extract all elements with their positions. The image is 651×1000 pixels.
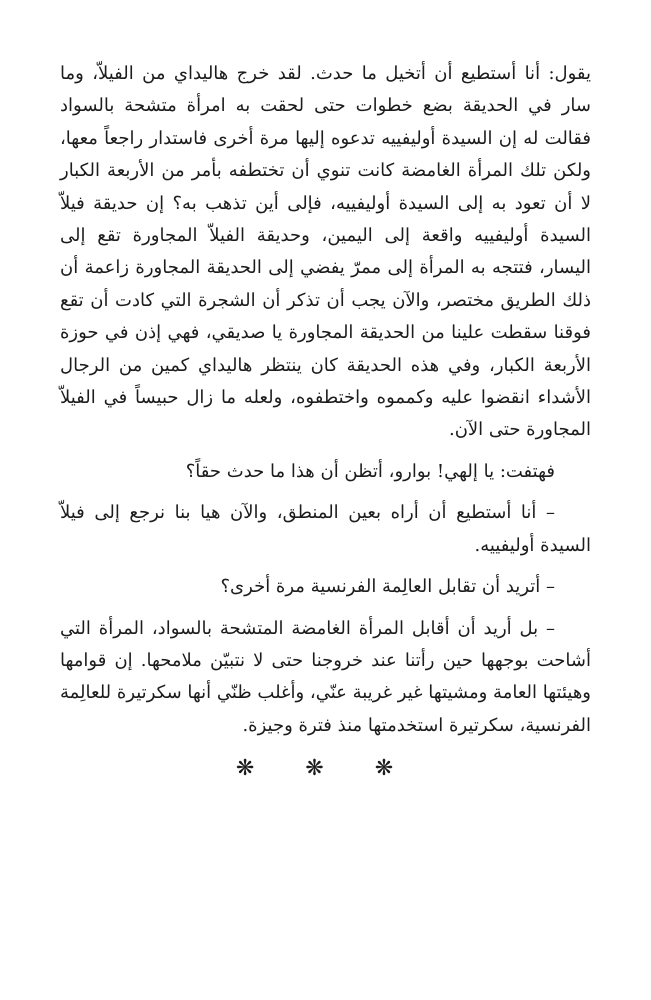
book-page [60, 58, 591, 980]
dialogue-paragraph: فهتفت: يا إلهي! بوارو، أتظن أن هذا ما حدث حقاً؟ [185, 460, 555, 482]
dialogue-paragraph: – أتريد أن تقابل العالِمة الفرنسية مرة أخرى؟ [220, 576, 555, 598]
section-break-ornament: ❋ ❋ ❋ [235, 756, 416, 782]
narrative-paragraph: يقول: أنا أستطيع أن أتخيل ما حدث. لقد خرج هاليداي من الفيلاّ، وما سار في الحديقة بضع خطوات حتى لحقت به امرأة متشحة بالسواد فقالت له إن السيدة أوليفييه تدعوه إليها مرة أخرى فاستدار راجعاً معها، ولكن تلك المرأة الغامضة كانت تنوي أن تختطفه بأمر من الأربعة الكبار لا أن تعود به إلى السيدة أوليفييه، فإلى أين تذهب به؟ إن حديقة فيلاّ السيدة أوليفييه واقعة إلى اليمين، وحديقة الفيلاّ المجاورة تقع إلى اليسار، فتتجه به المرأة إلى ممرّ يفضي إلى الحديقة المجاورة زاعمة أن ذلك الطريق مختصر، والآن يجب أن تذكر أن الشجرة التي كادت أن تقع فوقنا سقطت علينا من الحديقة المجاورة يا صديقي، فهي إذن في حوزة الأربعة الكبار، وفي هذه الحديقة كان ينتظر هاليداي كمين من الرجال الأشداء انقضوا عليه وكمموه واختطفوه، ولعله ما زال حبيساً في الفيلاّ المجاورة حتى الآن. [60, 63, 591, 441]
dialogue-paragraph: – بل أريد أن أقابل المرأة الغامضة المتشحة بالسواد، المرأة التي أشاحت بوجهها حين رأتنا عند خروجنا حتى لا نتبيّن ملامحها. إن قوامها وهيئتها العامة ومشيتها غير غريبة عنّي، وأغلب ظنّي أنها سكرتيرة للعالِمة الفرنسية، سكرتيرة استخدمتها منذ فترة وجيزة. [60, 617, 591, 736]
dialogue-paragraph: – أنا أستطيع أن أراه بعين المنطق، والآن هيا بنا نرجع إلى فيلاّ السيدة أوليفييه. [60, 502, 591, 556]
